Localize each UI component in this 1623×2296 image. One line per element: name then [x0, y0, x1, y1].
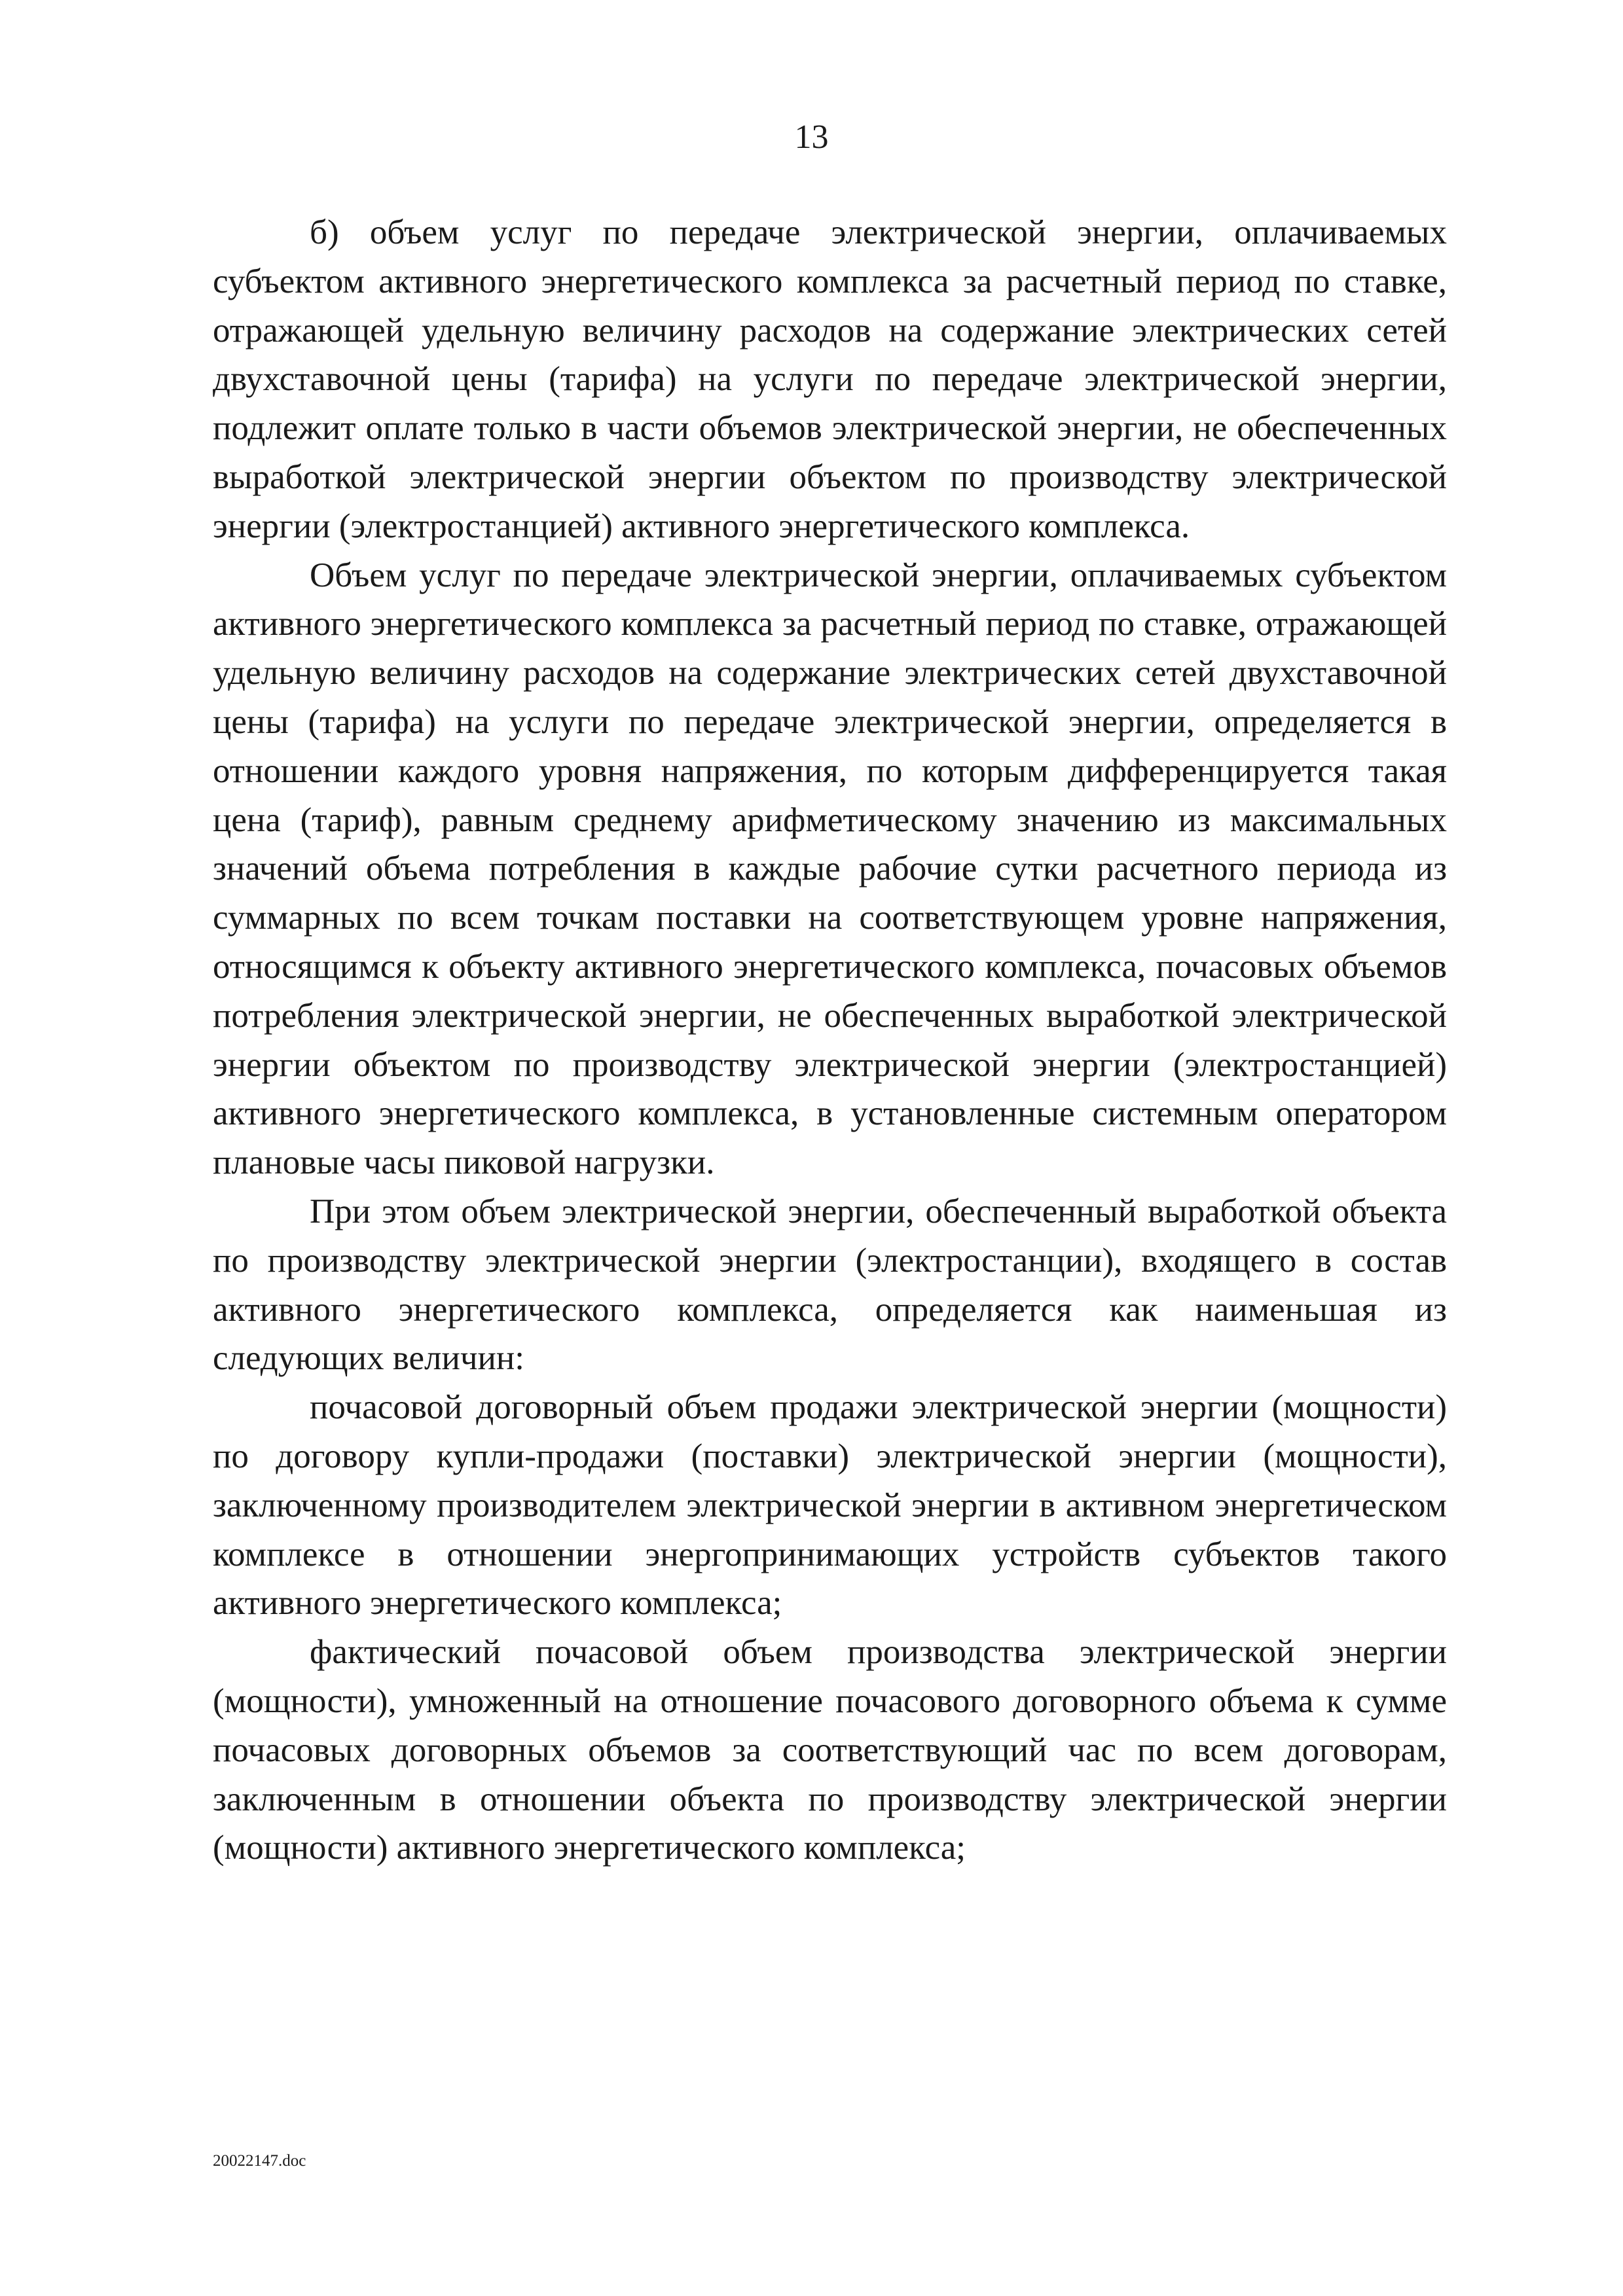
paragraph-actual-hourly-production: фактический почасовой объем производства электрической энергии (мощности), умноженный на отношение почасового договорного объема к сумме почасовых договорных объемов за соответствующий час по всем договорам, заключенным в отношении объекта по производству электрической энергии (мощности) активного энергетического комплекса; — [213, 1633, 1447, 1867]
paragraph-b-volume-of-services: б) объем услуг по передаче электрической энергии, оплачиваемых субъектом активного энергетического комплекса за расчетный период по ставке, отражающей удельную величину расходов на содержание электрических сетей двухставочной цены (тарифа) на услуги по передаче электрической энергии, подлежит оплате только в части объемов электрической энергии, не обеспеченных выработкой электрической энергии объектом по производству электрической энергии (электростанцией) активного энергетического комплекса. — [213, 213, 1447, 545]
paragraph-energy-provided-by-generation: При этом объем электрической энергии, обеспеченный выработкой объекта по производству электрической энергии (электростанции), входящего в состав активного энергетического комплекса, определяется как наименьшая из следующих величин: — [213, 1192, 1447, 1378]
paragraph-hourly-contract-volume: почасовой договорный объем продажи электрической энергии (мощности) по договору купли-продажи (поставки) электрической энергии (мощности), заключенному производителем электрической энергии в активном энергетическом комплексе в отношении энергопринимающих устройств субъектов такого активного энергетического комплекса; — [213, 1388, 1447, 1623]
footer-filename: 20022147.doc — [213, 2152, 306, 2170]
paragraph-volume-determination: Объем услуг по передаче электрической энергии, оплачиваемых субъектом активного энергетического комплекса за расчетный период по ставке, отражающей удельную величину расходов на содержание электрических сетей двухставочной цены (тарифа) на услуги по передаче электрической энергии, определяется в отношении каждого уровня напряжения, по которым дифференцируется такая цена (тариф), равным среднему арифметическому значению из максимальных значений объема потребления в каждые рабочие сутки расчетного периода из суммарных по всем точкам поставки на соответствующем уровне напряжения, относящимся к объекту активного энергетического комплекса, почасовых объемов потребления электрической энергии, не обеспеченных выработкой электрической энергии объектом по производству электрической энергии (электростанцией) активного энергетического комплекса, в установленные системным оператором плановые часы пиковой нагрузки. — [213, 556, 1447, 1182]
page-number: 13 — [794, 118, 829, 156]
document-body — [213, 208, 1447, 1873]
